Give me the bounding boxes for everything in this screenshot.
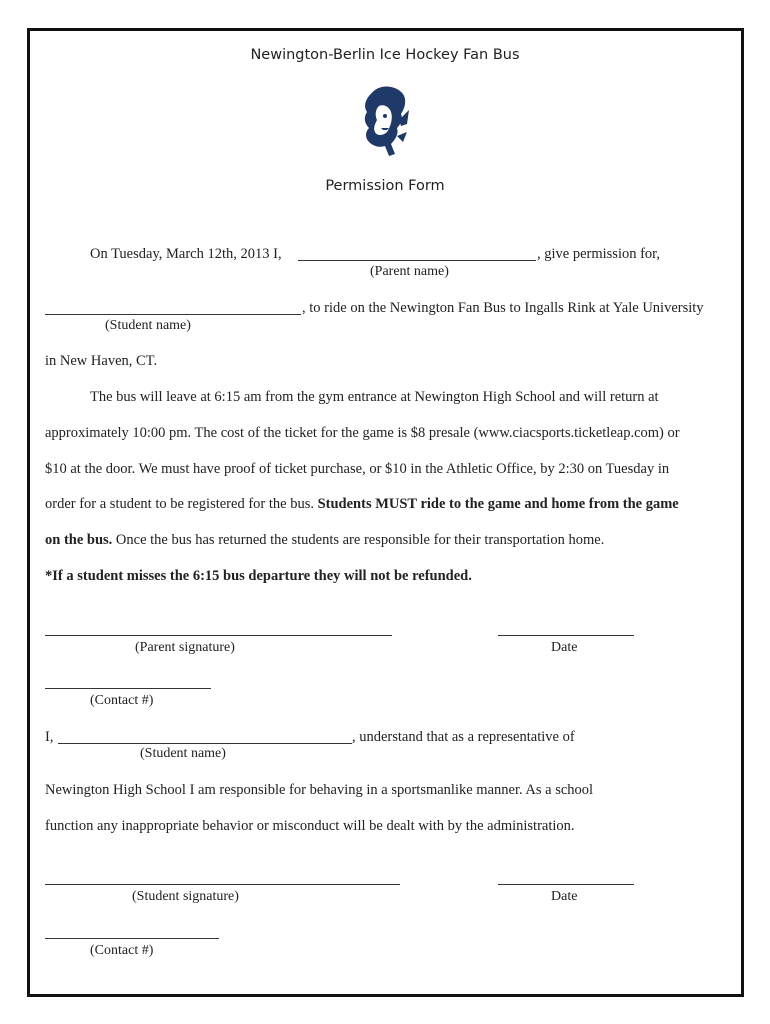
body-line-2: approximately 10:00 pm. The cost of the ticket for the game is $8 presale (www.ciacsports.ticketleap.com) or xyxy=(45,425,680,441)
refund-warning: *If a student misses the 6:15 bus departure they will not be refunded. xyxy=(45,568,472,584)
student-contact-field[interactable] xyxy=(45,938,219,939)
parent-date-field[interactable] xyxy=(498,635,634,636)
intro-prefix: On Tuesday, March 12th, 2013 I, xyxy=(90,246,282,262)
parent-name-field[interactable] xyxy=(298,260,536,261)
body-line-5-bold: on the bus. xyxy=(45,532,113,548)
student-name-label: (Student name) xyxy=(105,318,191,333)
student-name-field[interactable] xyxy=(45,314,301,315)
agreement-suffix: , understand that as a representative of xyxy=(352,729,575,745)
body-line-5 xyxy=(45,532,604,549)
parent-contact-field[interactable] xyxy=(45,688,211,689)
form-subtitle: Permission Form xyxy=(325,178,445,194)
document-title: Newington-Berlin Ice Hockey Fan Bus xyxy=(250,47,520,63)
body-line-3: $10 at the door. We must have proof of ticket purchase, or $10 in the Athletic Office, by 2:30 on Tuesday in xyxy=(45,461,670,477)
parent-signature-label: (Parent signature) xyxy=(135,640,235,655)
agreement-line-3: function any inappropriate behavior or misconduct will be dealt with by the administration. xyxy=(45,818,575,834)
parent-date-label: Date xyxy=(551,640,578,655)
agreement-student-label: (Student name) xyxy=(140,746,226,761)
agreement-line-2: Newington High School I am responsible for behaving in a sportsmanlike manner. As a school xyxy=(45,782,594,798)
agreement-prefix: I, xyxy=(45,729,54,745)
student-date-field[interactable] xyxy=(498,884,634,885)
ride-text: , to ride on the Newington Fan Bus to Ingalls Rink at Yale University xyxy=(302,300,704,316)
body-line-1: The bus will leave at 6:15 am from the gym entrance at Newington High School and will return at xyxy=(90,389,659,405)
body-line-5-normal: Once the bus has returned the students are responsible for their transportation home. xyxy=(112,532,605,548)
student-signature-label: (Student signature) xyxy=(132,889,239,904)
parent-name-label: (Parent name) xyxy=(370,264,449,279)
body-line-4 xyxy=(45,496,679,513)
student-signature-field[interactable] xyxy=(45,884,400,885)
parent-intro-text xyxy=(90,246,282,263)
agreement-student-field[interactable] xyxy=(58,743,352,744)
body-line-4-bold: Students MUST ride to the game and home from the game xyxy=(317,496,679,512)
mascot-logo-icon xyxy=(355,84,411,160)
parent-signature-field[interactable] xyxy=(45,635,392,636)
student-date-label: Date xyxy=(551,889,578,904)
parent-contact-label: (Contact #) xyxy=(90,693,154,708)
student-contact-label: (Contact #) xyxy=(90,943,154,958)
intro-suffix: , give permission for, xyxy=(537,246,661,262)
body-line-4-normal: order for a student to be registered for the bus. xyxy=(45,496,318,512)
location-text: in New Haven, CT. xyxy=(45,353,158,369)
